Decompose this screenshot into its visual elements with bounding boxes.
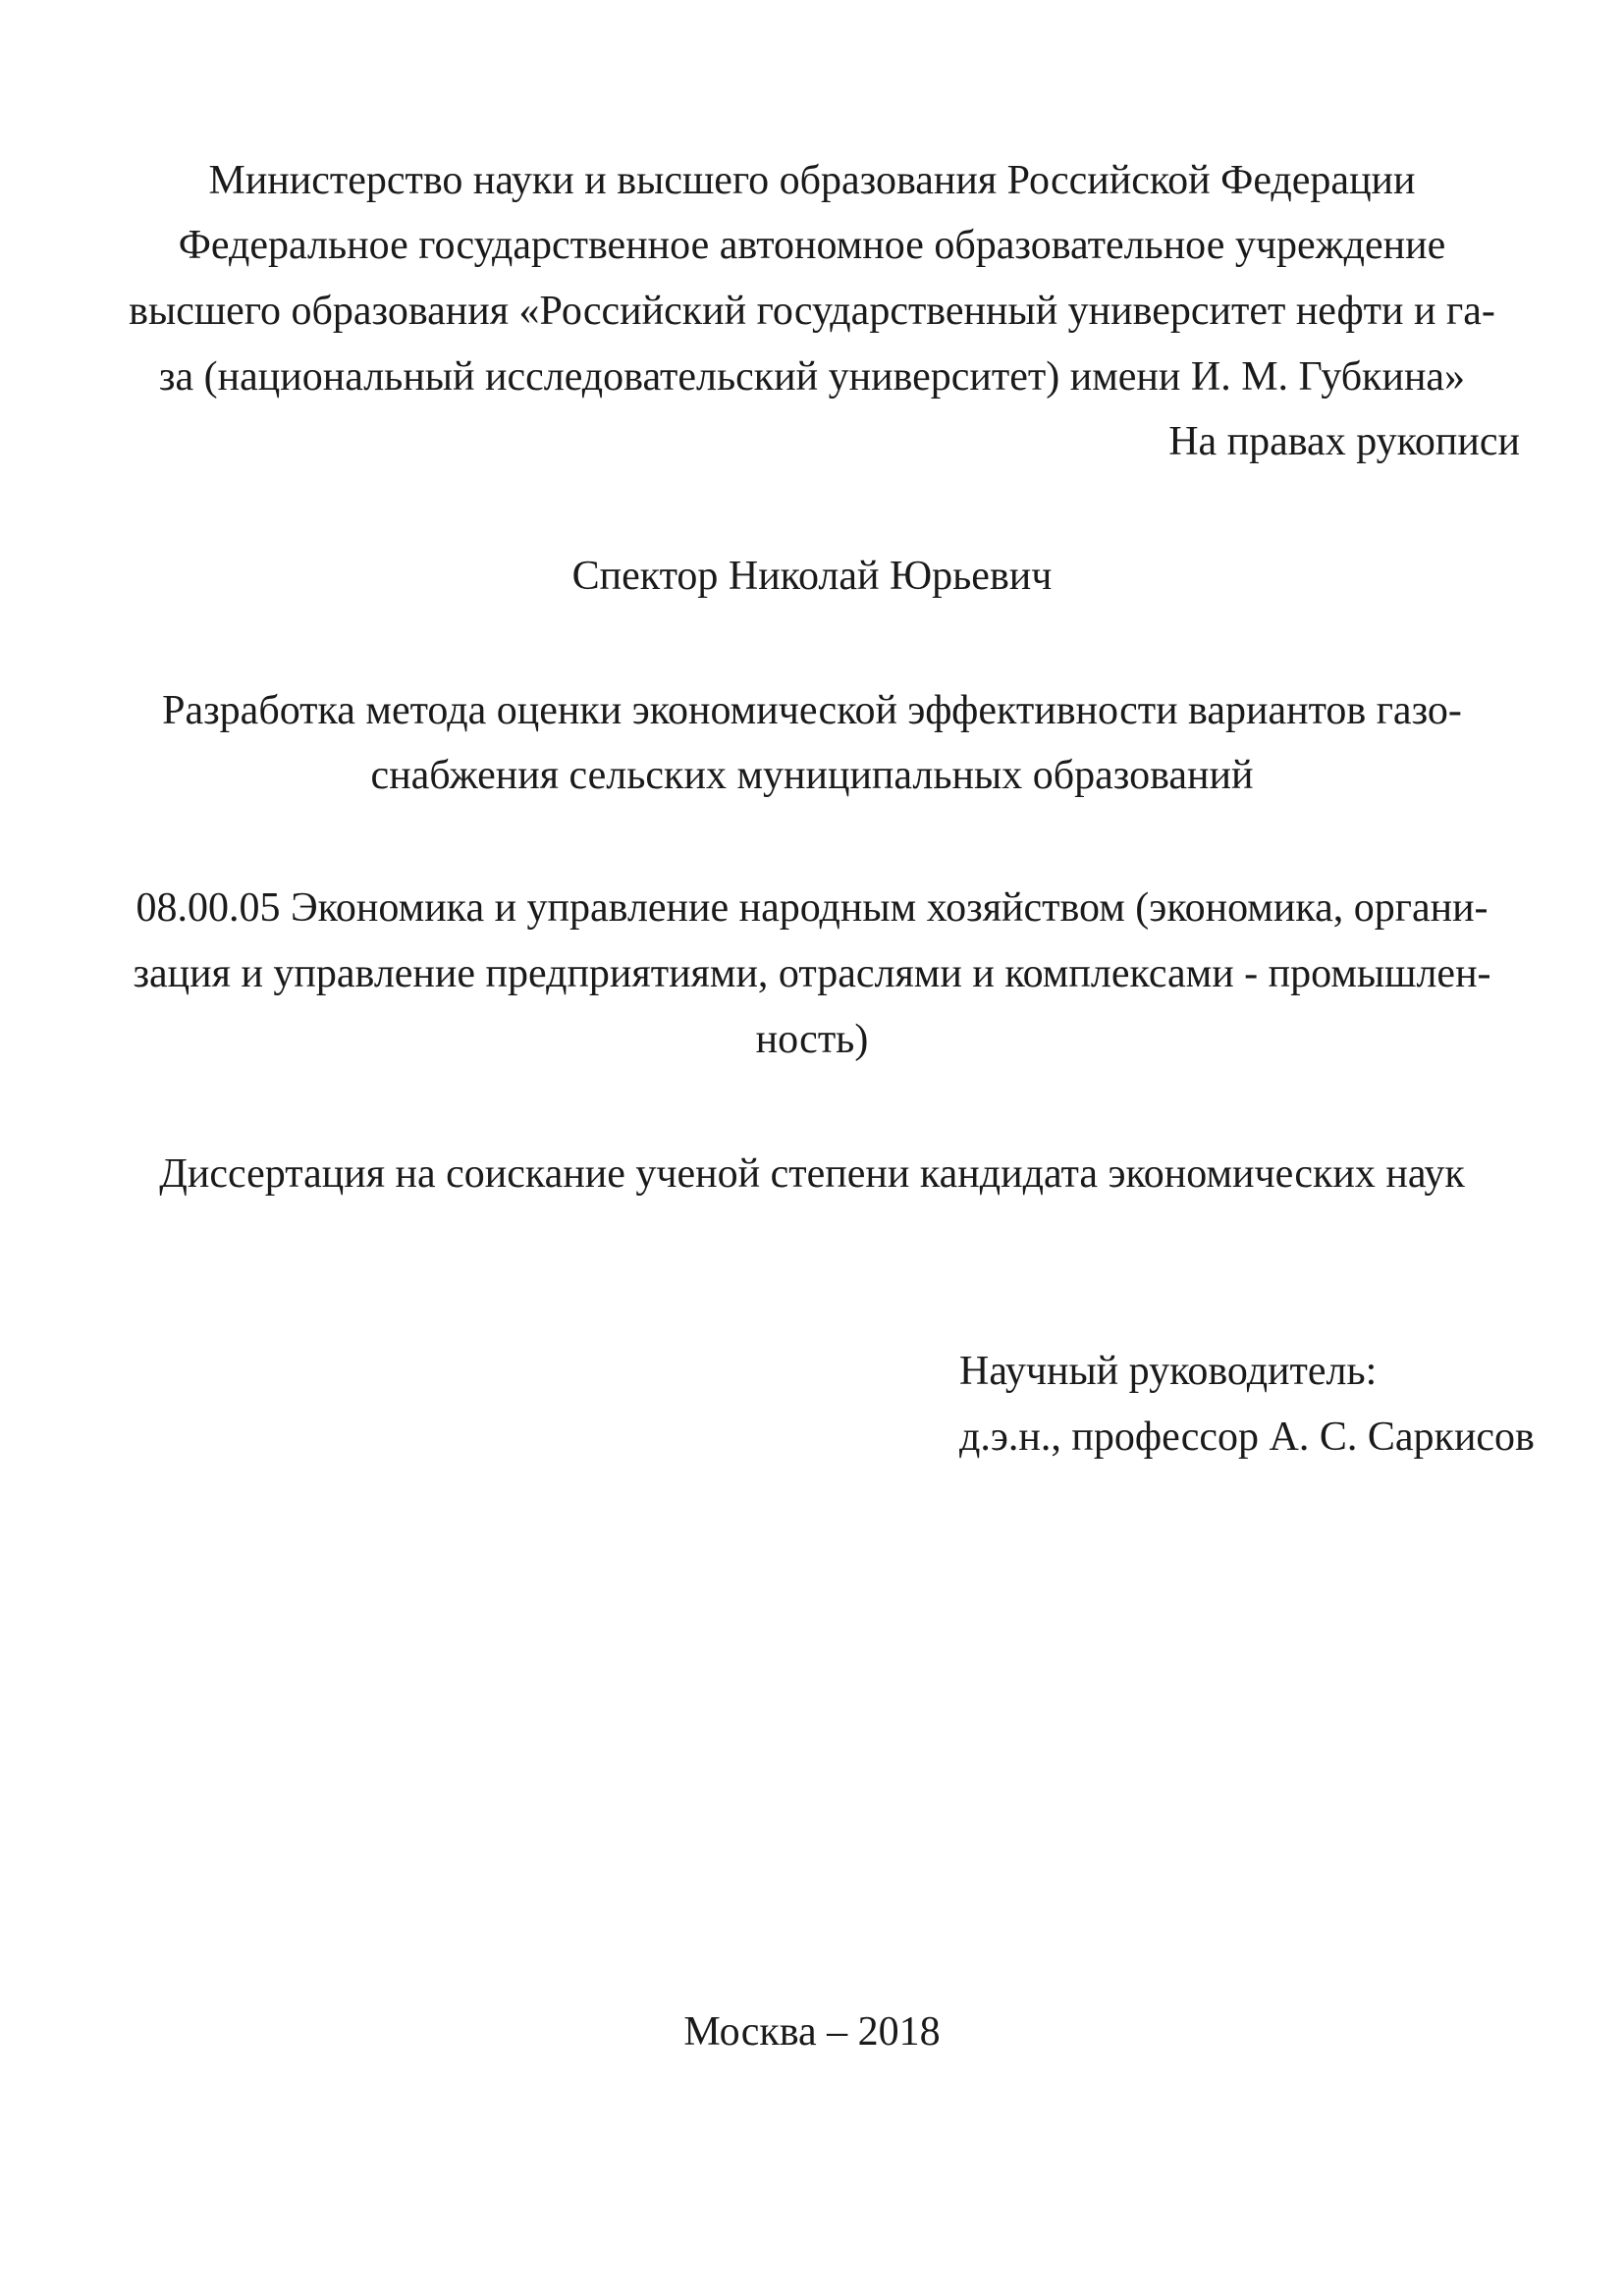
manuscript-note: На правах рукописи xyxy=(1168,419,1520,464)
institution-line: Федеральное государственное автономное образовательное учреждение xyxy=(178,223,1446,268)
university-line-1: высшего образования «Российский государственный университет нефти и га- xyxy=(129,289,1495,334)
supervisor-name: д.э.н., профессор А. С. Саркисов xyxy=(959,1415,1535,1460)
specialty-line-3: ность) xyxy=(755,1017,869,1062)
supervisor-label: Научный руководитель: xyxy=(959,1349,1378,1394)
ministry-line: Министерство науки и высшего образования Российской Федерации xyxy=(208,158,1416,203)
title-line-1: Разработка метода оценки экономической эффективности вариантов газо- xyxy=(162,688,1462,733)
specialty-line-2: зация и управление предприятиями, отраслями и комплексами - промышлен- xyxy=(133,951,1491,996)
title-line-2: снабжения сельских муниципальных образований xyxy=(370,753,1254,798)
author-name: Спектор Николай Юрьевич xyxy=(571,554,1053,599)
place-year: Москва – 2018 xyxy=(683,2009,941,2055)
university-line-2: за (национальный исследовательский университет) имени И. М. Губкина» xyxy=(158,354,1466,400)
degree-statement: Диссертация на соискание ученой степени кандидата экономических наук xyxy=(159,1151,1465,1197)
specialty-line-1: 08.00.05 Экономика и управление народным хозяйством (экономика, органи- xyxy=(135,885,1489,931)
